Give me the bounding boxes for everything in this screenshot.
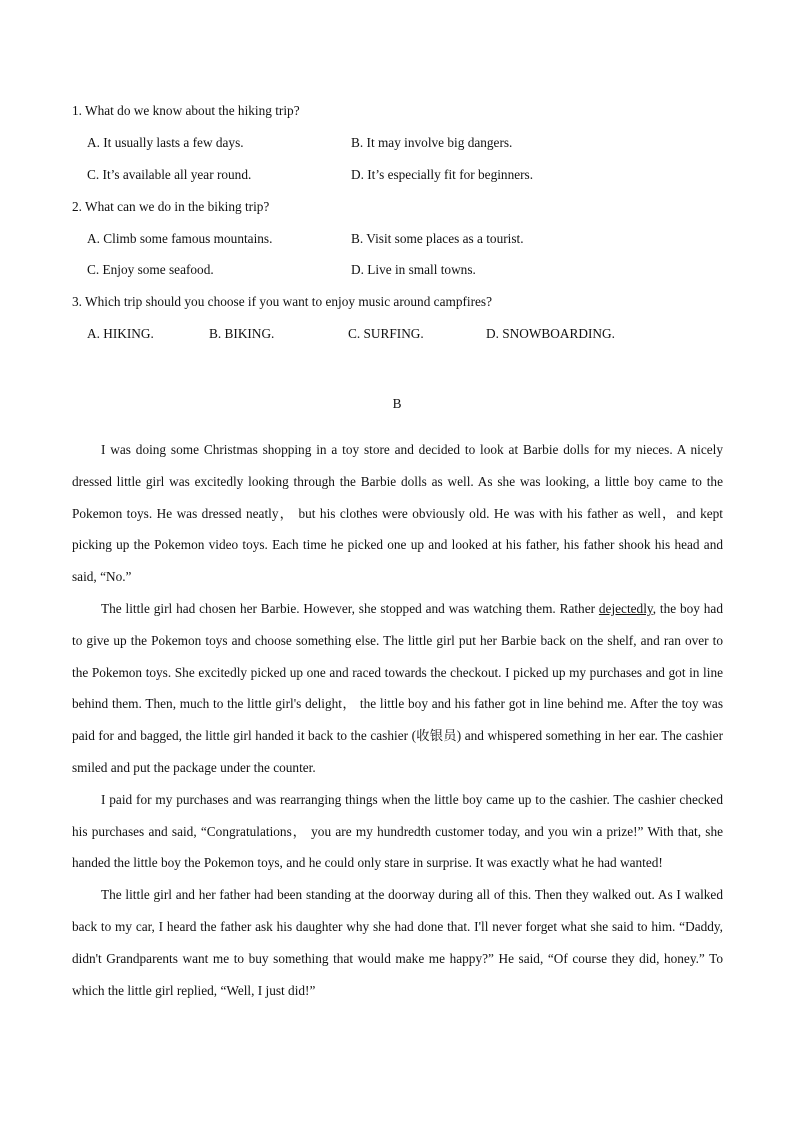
passage-paragraph-1: I was doing some Christmas shopping in a toy store and decided to look at Barbie dolls for my nieces. A nicely dressed little girl was excitedly looking through the Barbie dolls as well. As she was looking, a little boy came to the Pokemon toys. He was dressed neatly， but his clothes were obviously old. He was with his father as well，and kept picking up the Pokemon video toys. Each time he picked one up and looked at his father, his father shook his head and said, “No.” [72,442,723,585]
underlined-word: dejectedly [598,600,653,616]
question-2-stem: 2. What can we do in the biking trip? [72,199,270,214]
question-1-option-d: D. It’s especially fit for beginners. [351,167,534,182]
paragraph-2-text-end: , the boy had to give up the Pokemon toys and choose something else. The little girl put her Barbie back on the shelf, and ran over to the Pokemon toys. She excitedly picked up one and raced towards the checkout. I picked up my purchases and got in line behind them. Then, much to the little girl's delight， the little boy and his father got in line behind me. After the toy was paid for and bagged, the little girl handed it back to the cashier (收银员) and whispered something in her ear. The cashier smiled and put the package under the counter. [72,600,723,775]
passage-paragraph-3: I paid for my purchases and was rearranging things when the little boy came up to the cashier. The cashier checked his purchases and said, “Congratulations， you are my hundredth customer today, and you win a prize!” With that, she handed the little boy the Pokemon toys, and he could only stare in surprise. It was exactly what he had wanted! [72,791,723,871]
question-2-option-d: D. Live in small towns. [351,262,476,277]
question-1-stem: 1. What do we know about the hiking trip? [72,103,300,118]
question-3-option-d: D. SNOWBOARDING. [486,326,615,341]
question-2-option-b: B. Visit some places as a tourist. [351,231,524,246]
question-3-option-b: B. BIKING. [209,326,275,341]
question-1-option-b: B. It may involve big dangers. [351,135,513,150]
question-2-option-c: C. Enjoy some seafood. [87,262,214,277]
paragraph-2-text-start: The little girl had chosen her Barbie. However, she stopped and was watching them. Rather [101,600,599,616]
reading-passage [72,434,723,1006]
question-1-option-c: C. It’s available all year round. [87,167,252,182]
question-1-option-a: A. It usually lasts a few days. [87,135,244,150]
section-heading: B [392,396,402,411]
passage-paragraph-2 [72,593,723,784]
question-2-option-a: A. Climb some famous mountains. [87,231,273,246]
question-3-option-a: A. HIKING. [87,326,154,341]
passage-paragraph-4: The little girl and her father had been standing at the doorway during all of this. Then they walked out. As I walked back to my car, I heard the father ask his daughter why she had done that. I'll never forget what she said to him. “Daddy, didn't Grandparents want me to buy something that would make me happy?” He said, “Of course they did, honey.” To which the little girl replied, “Well, I just did!” [72,887,723,998]
question-3-stem: 3. Which trip should you choose if you want to enjoy music around campfires? [72,294,492,309]
question-3-option-c: C. SURFING. [348,326,424,341]
